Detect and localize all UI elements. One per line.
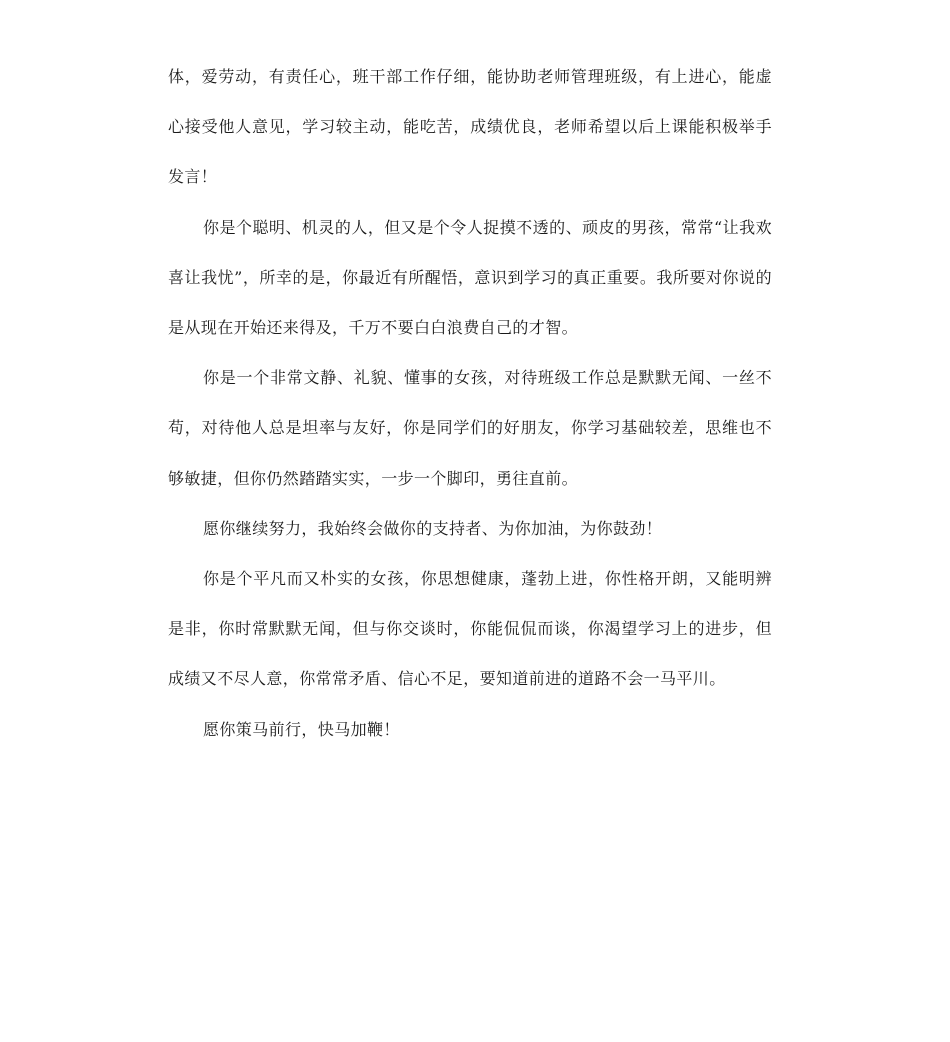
paragraph-1: 体，爱劳动，有责任心，班干部工作仔细，能协助老师管理班级，有上进心，能虚心接受他人意见，学习较主动，能吃苦，成绩优良，老师希望以后上课能积极举手发言！ xyxy=(168,67,772,187)
paragraph-2: 你是个聪明、机灵的人，但又是个令人捉摸不透的、顽皮的男孩，常常“让我欢喜让我忧”，所幸的是，你最近有所醒悟，意识到学习的真正重要。我所要对你说的是从现在开始还来得及，千万不要白白浪费自己的才智。 xyxy=(168,217,772,338)
document-body xyxy=(168,52,772,755)
paragraph-5: 你是个平凡而又朴实的女孩，你思想健康，蓬勃上进，你性格开朗，又能明辨是非，你时常默默无闻，但与你交谈时，你能侃侃而谈，你渴望学习上的进步，但成绩又不尽人意，你常常矛盾、信心不足，要知道前进的道路不会一马平川。 xyxy=(168,569,772,689)
paragraph-4: 愿你继续努力，我始终会做你的支持者、为你加油，为你鼓劲！ xyxy=(203,518,663,538)
paragraph-3: 你是一个非常文静、礼貌、懂事的女孩，对待班级工作总是默默无闻、一丝不苟，对待他人总是坦率与友好，你是同学们的好朋友，你学习基础较差，思维也不够敏捷，但你仍然踏踏实实，一步一个脚印，勇往直前。 xyxy=(168,368,772,488)
paragraph-6: 愿你策马前行，快马加鞭！ xyxy=(203,719,400,739)
